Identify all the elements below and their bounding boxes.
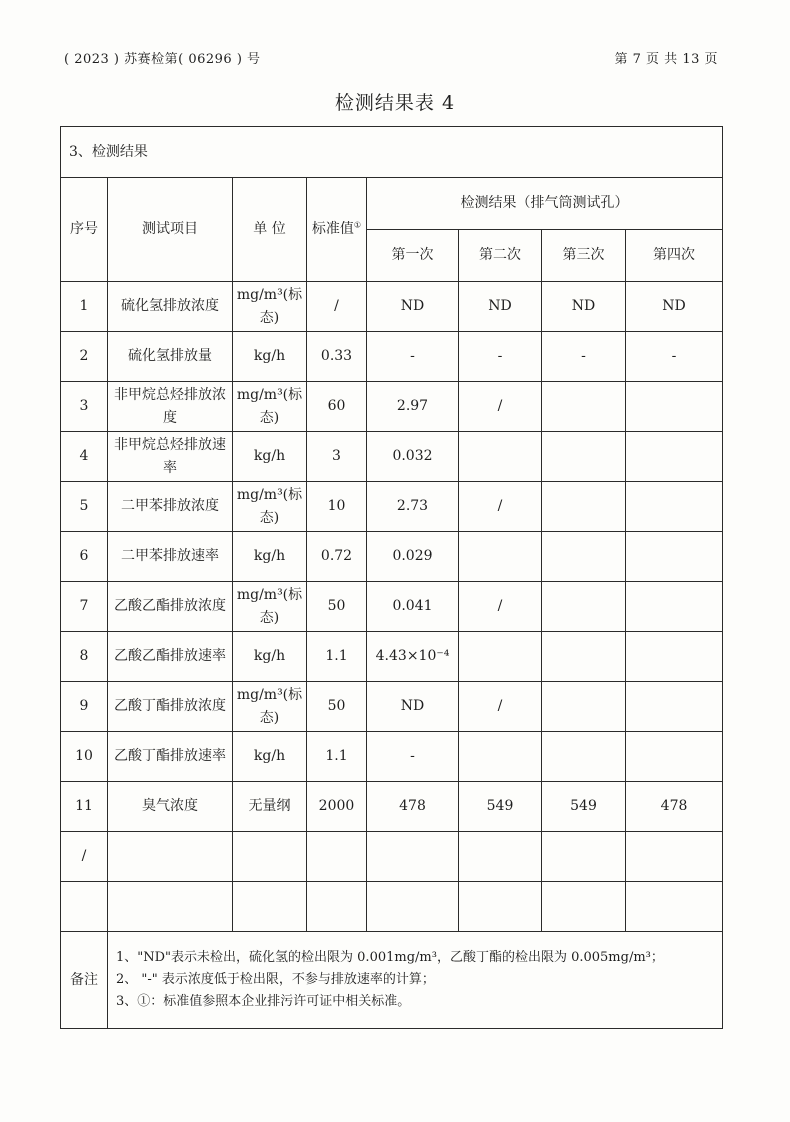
run3-cell xyxy=(542,682,626,732)
std-cell: 0.33 xyxy=(307,332,367,382)
report-number: ( 2023 ) 苏赛检第( 06296 ) 号 xyxy=(64,52,261,67)
run1-cell xyxy=(367,832,459,882)
col-header-run4: 第四次 xyxy=(626,230,723,282)
seq-cell: 10 xyxy=(61,732,108,782)
col-header-run2: 第二次 xyxy=(459,230,542,282)
item-cell: 非甲烷总烃排放浓度 xyxy=(108,382,233,432)
table-row xyxy=(61,782,723,832)
table-row xyxy=(61,432,723,482)
run2-cell: 549 xyxy=(459,782,542,832)
run2-cell xyxy=(459,832,542,882)
run4-cell xyxy=(626,832,723,882)
run2-cell xyxy=(459,432,542,482)
run1-cell: 478 xyxy=(367,782,459,832)
col-header-std-text: 标准值 xyxy=(311,221,354,237)
unit-cell: mg/m³(标态) xyxy=(233,682,307,732)
item-cell: 乙酸乙酯排放浓度 xyxy=(108,582,233,632)
std-cell: 1.1 xyxy=(307,632,367,682)
col-header-item: 测试项目 xyxy=(108,178,233,282)
run1-cell: ND xyxy=(367,682,459,732)
table-row xyxy=(61,682,723,732)
run4-cell: ND xyxy=(626,282,723,332)
run2-cell xyxy=(459,632,542,682)
run4-cell: - xyxy=(626,332,723,382)
seq-cell: 2 xyxy=(61,332,108,382)
unit-cell: mg/m³(标态) xyxy=(233,582,307,632)
std-cell xyxy=(307,832,367,882)
unit-cell: kg/h xyxy=(233,732,307,782)
seq-cell: 4 xyxy=(61,432,108,482)
std-cell: 1.1 xyxy=(307,732,367,782)
run3-cell xyxy=(542,432,626,482)
run2-cell: ND xyxy=(459,282,542,332)
std-cell: 50 xyxy=(307,682,367,732)
run3-cell xyxy=(542,532,626,582)
run4-cell xyxy=(626,682,723,732)
run4-cell xyxy=(626,432,723,482)
run1-cell xyxy=(367,882,459,932)
run1-cell: ND xyxy=(367,282,459,332)
item-cell: 乙酸丁酯排放浓度 xyxy=(108,682,233,732)
item-cell xyxy=(108,832,233,882)
unit-cell: mg/m³(标态) xyxy=(233,482,307,532)
run4-cell xyxy=(626,382,723,432)
seq-cell: 6 xyxy=(61,532,108,582)
run3-cell xyxy=(542,582,626,632)
col-header-run3: 第三次 xyxy=(542,230,626,282)
item-cell: 臭气浓度 xyxy=(108,782,233,832)
run2-cell: / xyxy=(459,382,542,432)
run1-cell: 4.43×10⁻⁴ xyxy=(367,632,459,682)
std-cell: 0.72 xyxy=(307,532,367,582)
run3-cell xyxy=(542,632,626,682)
col-header-results: 检测结果（排气筒测试孔） xyxy=(367,178,723,230)
unit-cell: 无量纲 xyxy=(233,782,307,832)
seq-cell xyxy=(61,882,108,932)
run1-cell: 0.041 xyxy=(367,582,459,632)
run3-cell xyxy=(542,832,626,882)
run3-cell xyxy=(542,382,626,432)
page-info: 第 7 页 共 13 页 xyxy=(614,52,718,67)
run2-cell xyxy=(459,882,542,932)
col-header-seq-text: 序号 xyxy=(70,221,98,237)
run3-cell xyxy=(542,482,626,532)
std-cell: 2000 xyxy=(307,782,367,832)
remark-line: 2、 "-" 表示浓度低于检出限，不参与排放速率的计算； xyxy=(116,972,435,987)
remark-line: 1、"ND"表示未检出，硫化氢的检出限为 0.001mg/m³，乙酸丁酯的检出限为 0.005mg/m³； xyxy=(116,950,664,965)
run4-cell xyxy=(626,532,723,582)
seq-cell: / xyxy=(61,832,108,882)
seq-cell: 7 xyxy=(61,582,108,632)
remarks-row xyxy=(61,932,723,1029)
run1-cell: 2.97 xyxy=(367,382,459,432)
col-header-std xyxy=(307,178,367,282)
item-cell: 乙酸丁酯排放速率 xyxy=(108,732,233,782)
header-row xyxy=(61,178,723,230)
item-cell xyxy=(108,882,233,932)
unit-cell xyxy=(233,882,307,932)
std-cell xyxy=(307,882,367,932)
run1-cell: - xyxy=(367,332,459,382)
run2-cell: / xyxy=(459,482,542,532)
run4-cell xyxy=(626,882,723,932)
run2-cell xyxy=(459,732,542,782)
run2-cell: / xyxy=(459,582,542,632)
table-row xyxy=(61,632,723,682)
table-row xyxy=(61,882,723,932)
run3-cell xyxy=(542,882,626,932)
remark-line: 3、①：标准值参照本企业排污许可证中相关标准。 xyxy=(116,994,411,1009)
run3-cell xyxy=(542,732,626,782)
run2-cell: - xyxy=(459,332,542,382)
remarks-content xyxy=(108,932,723,1029)
item-cell: 二甲苯排放速率 xyxy=(108,532,233,582)
std-cell: 10 xyxy=(307,482,367,532)
table-row xyxy=(61,282,723,332)
table-row xyxy=(61,382,723,432)
unit-cell xyxy=(233,832,307,882)
run1-cell: 0.029 xyxy=(367,532,459,582)
col-header-seq xyxy=(61,178,108,282)
table-row xyxy=(61,832,723,882)
table-row xyxy=(61,532,723,582)
unit-cell: kg/h xyxy=(233,432,307,482)
remarks-label: 备注 xyxy=(61,932,108,1029)
run4-cell xyxy=(626,732,723,782)
run2-cell xyxy=(459,532,542,582)
run1-cell: 2.73 xyxy=(367,482,459,532)
unit-cell: kg/h xyxy=(233,532,307,582)
results-table xyxy=(60,126,723,1029)
col-header-run1: 第一次 xyxy=(367,230,459,282)
unit-cell: mg/m³(标态) xyxy=(233,282,307,332)
std-cell: 50 xyxy=(307,582,367,632)
col-header-unit: 单 位 xyxy=(233,178,307,282)
seq-cell: 11 xyxy=(61,782,108,832)
seq-cell: 5 xyxy=(61,482,108,532)
item-cell: 二甲苯排放浓度 xyxy=(108,482,233,532)
run2-cell: / xyxy=(459,682,542,732)
std-cell: 3 xyxy=(307,432,367,482)
std-cell: 60 xyxy=(307,382,367,432)
run4-cell xyxy=(626,582,723,632)
section-row xyxy=(61,127,723,178)
run1-cell: - xyxy=(367,732,459,782)
std-cell: / xyxy=(307,282,367,332)
seq-cell: 3 xyxy=(61,382,108,432)
item-cell: 非甲烷总烃排放速率 xyxy=(108,432,233,482)
unit-cell: kg/h xyxy=(233,332,307,382)
run4-cell xyxy=(626,482,723,532)
table-row xyxy=(61,582,723,632)
run3-cell: - xyxy=(542,332,626,382)
seq-cell: 1 xyxy=(61,282,108,332)
run3-cell: 549 xyxy=(542,782,626,832)
seq-cell: 8 xyxy=(61,632,108,682)
item-cell: 乙酸乙酯排放速率 xyxy=(108,632,233,682)
run4-cell: 478 xyxy=(626,782,723,832)
page-title: 检测结果表 4 xyxy=(334,92,456,114)
unit-cell: mg/m³(标态) xyxy=(233,382,307,432)
table-row xyxy=(61,732,723,782)
item-cell: 硫化氢排放浓度 xyxy=(108,282,233,332)
table-row xyxy=(61,332,723,382)
seq-cell: 9 xyxy=(61,682,108,732)
run4-cell xyxy=(626,632,723,682)
section-title: 3、检测结果 xyxy=(61,127,723,178)
unit-cell: kg/h xyxy=(233,632,307,682)
item-cell: 硫化氢排放量 xyxy=(108,332,233,382)
run1-cell: 0.032 xyxy=(367,432,459,482)
run3-cell: ND xyxy=(542,282,626,332)
table-row xyxy=(61,482,723,532)
std-note-mark: ① xyxy=(353,220,362,230)
